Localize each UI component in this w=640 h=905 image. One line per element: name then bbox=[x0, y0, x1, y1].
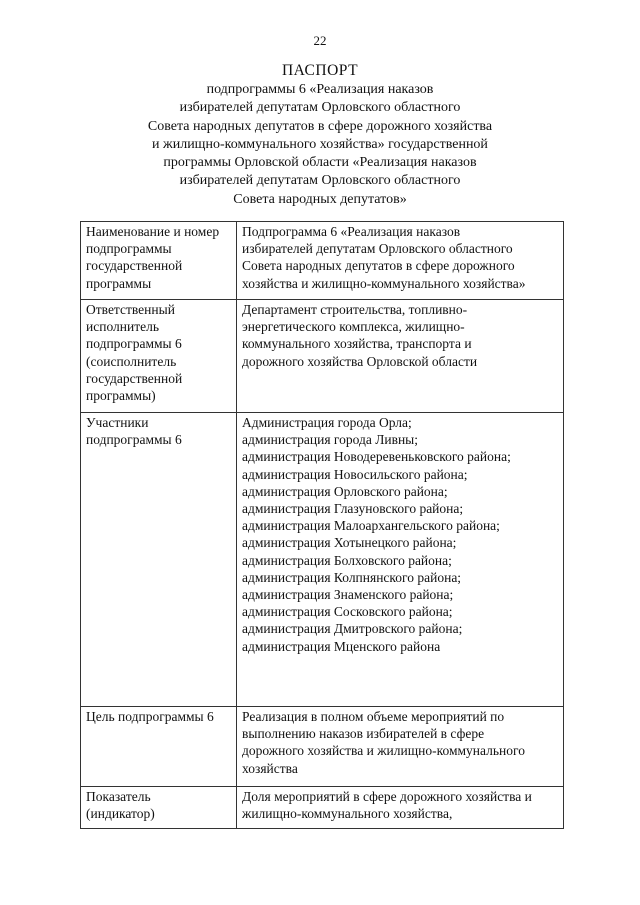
label-line: государственной bbox=[86, 258, 183, 274]
label-line: Наименование и номер bbox=[86, 224, 220, 239]
label-line: программы bbox=[86, 275, 152, 291]
value-line: администрация Орловского района; bbox=[242, 483, 448, 499]
value-line: администрация Знаменского района; bbox=[242, 587, 454, 603]
label-line: исполнитель bbox=[86, 319, 159, 335]
subtitle-line: избирателей депутатам Орловского областного bbox=[179, 100, 461, 116]
value-line: выполнению наказов избирателей в сфере bbox=[242, 726, 485, 742]
row-label bbox=[81, 413, 237, 707]
value-line: администрация Хотынецкого района; bbox=[242, 535, 457, 551]
label-line: подпрограммы 6 bbox=[86, 432, 182, 448]
value-line: администрация Глазуновского района; bbox=[242, 501, 464, 517]
document-subtitle bbox=[100, 81, 540, 209]
row-value bbox=[237, 413, 564, 707]
row-label bbox=[81, 222, 237, 300]
value-line: хозяйства bbox=[242, 760, 298, 776]
label-line: (индикатор) bbox=[86, 806, 155, 822]
subtitle-line: программы Орловской области «Реализация наказов bbox=[163, 155, 477, 171]
label-line: государственной bbox=[86, 370, 183, 386]
table-row bbox=[81, 787, 564, 829]
value-line: администрация Мценского района bbox=[242, 638, 441, 654]
subtitle-line: Совета народных депутатов в сфере дорожного хозяйства bbox=[147, 118, 493, 134]
row-label bbox=[81, 707, 237, 787]
passport-table bbox=[80, 221, 564, 829]
subtitle-line: и жилищно-коммунального хозяйства» государственной bbox=[152, 136, 488, 152]
label-line: Цель подпрограммы 6 bbox=[86, 709, 214, 724]
title-block bbox=[100, 62, 540, 209]
label-line: Ответственный bbox=[86, 302, 175, 317]
label-line: подпрограммы bbox=[86, 241, 172, 257]
value-line: администрация Колпнянского района; bbox=[242, 569, 462, 585]
row-value bbox=[237, 300, 564, 413]
value-line: избирателей депутатам Орловского областного bbox=[242, 241, 513, 257]
value-line: энергетического комплекса, жилищно- bbox=[242, 319, 465, 335]
label-line: (соисполнитель bbox=[86, 353, 177, 369]
row-value bbox=[237, 787, 564, 829]
label-line: Участники bbox=[86, 415, 149, 430]
subtitle-line: подпрограммы 6 «Реализация наказов bbox=[206, 82, 434, 97]
subtitle-line: Совета народных депутатов» bbox=[233, 191, 407, 207]
subtitle-line: избирателей депутатам Орловского областного bbox=[179, 173, 461, 189]
value-line: администрация Малоархангельского района; bbox=[242, 518, 500, 534]
value-line: Доля мероприятий в сфере дорожного хозяйства и bbox=[242, 789, 532, 804]
value-line: администрация Сосковского района; bbox=[242, 604, 453, 620]
label-line: программы) bbox=[86, 388, 156, 404]
value-line: Реализация в полном объеме мероприятий по bbox=[242, 709, 505, 724]
value-line: жилищно-коммунального хозяйства, bbox=[242, 806, 453, 822]
value-line: администрация Новосильского района; bbox=[242, 466, 468, 482]
value-line: администрация Болховского района; bbox=[242, 552, 452, 568]
document-title: ПАСПОРТ bbox=[281, 62, 359, 79]
table-row bbox=[81, 222, 564, 300]
table-row bbox=[81, 300, 564, 413]
value-line: Администрация города Орла; bbox=[242, 415, 412, 430]
value-line: Подпрограмма 6 «Реализация наказов bbox=[242, 224, 461, 239]
value-line: администрация города Ливны; bbox=[242, 432, 419, 448]
value-line: дорожного хозяйства Орловской области bbox=[242, 353, 478, 369]
row-label bbox=[81, 300, 237, 413]
label-line: подпрограммы 6 bbox=[86, 336, 182, 352]
value-line: хозяйства и жилищно-коммунального хозяйства» bbox=[242, 275, 526, 291]
value-line: Департамент строительства, топливно- bbox=[242, 302, 468, 317]
page-number: 22 bbox=[313, 33, 327, 48]
value-line: дорожного хозяйства и жилищно-коммунального bbox=[242, 743, 525, 759]
value-line: коммунального хозяйства, транспорта и bbox=[242, 336, 472, 352]
row-value bbox=[237, 707, 564, 787]
table-row bbox=[81, 707, 564, 787]
label-line: Показатель bbox=[86, 789, 151, 804]
value-line: администрация Дмитровского района; bbox=[242, 621, 463, 637]
table-row bbox=[81, 413, 564, 707]
value-line: Совета народных депутатов в сфере дорожного bbox=[242, 258, 515, 274]
row-value bbox=[237, 222, 564, 300]
row-label bbox=[81, 787, 237, 829]
value-line: администрация Новодеревеньковского района; bbox=[242, 449, 511, 465]
